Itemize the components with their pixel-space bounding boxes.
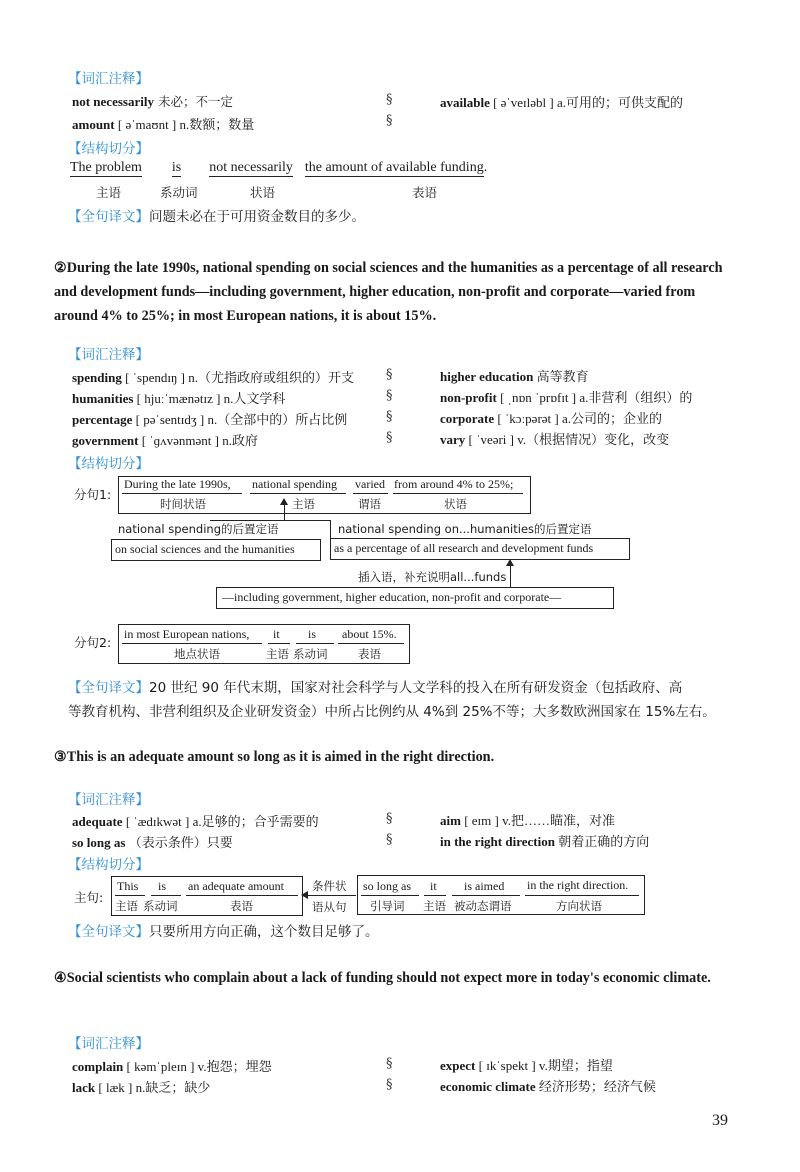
clause-label: 分句2: [74,635,112,650]
clause1-part: from around 4% to 25%; [394,477,514,491]
role-label: 表语 [412,185,438,200]
translation-3: 【全句译文】只要所用方向正确，这个数目足够了。 [68,924,379,940]
vocab-heading-1: 【词汇注释】 [68,71,149,87]
role-label: 主语 [292,497,315,511]
translation-2-cont: 等教育机构、非营利组织及企业研发资金）中所占比例约从 4%到 25%不等；大多数欧洲国家在 15%左右。 [68,704,716,720]
vocab-entry: adequate [ ˈædɪkwət ] a.足够的；合乎需要的 [72,814,319,829]
main-part: an adequate amount [188,879,284,893]
cond-label: 条件状 [312,879,347,893]
role-label: 地点状语 [174,647,220,661]
separator-icon: § [386,113,393,128]
role-label: 主语 [266,647,289,661]
clause2-part: about 15%. [342,627,397,641]
role-label: 系动词 [160,185,198,200]
vocab-entry: expect [ ɪkˈspekt ] v.期望；指望 [440,1058,613,1073]
cond-label: 语从句 [312,900,347,914]
separator-icon: § [386,1077,393,1092]
mod1-text: on social sciences and the humanities [115,542,295,556]
clause-label: 主句: [74,890,104,905]
role-label: 主语 [96,185,122,200]
role-label: 时间状语 [160,497,206,511]
sentence-3: ③This is an adequate amount so long as it is aimed in the right direction. [54,749,495,765]
vocab-entry: corporate [ ˈkɔːpərət ] a.公司的；企业的 [440,411,663,426]
separator-icon: § [386,92,393,107]
main-part: This [117,879,139,893]
role-label: 表语 [358,647,381,661]
separator-icon: § [386,811,393,826]
clause2-part: it [273,627,280,641]
vocab-entry: complain [ kəmˈpleɪn ] v.抱怨；埋怨 [72,1059,272,1074]
vocab-entry: not necessarily 未必；不一定 [72,94,233,109]
role-label: 引导词 [370,899,405,913]
role-label: 状语 [250,185,276,200]
separator-icon: § [386,430,393,445]
role-label: 系动词 [293,647,328,661]
page-number: 39 [712,1112,728,1129]
role-label: 状语 [444,497,467,511]
structure-sentence-1: The problem is not necessarily the amount of available funding. [70,160,488,175]
vocab-entry: government [ ˈɡʌvənmənt ] n.政府 [72,433,258,448]
vocab-entry: aim [ eɪm ] v.把……瞄准，对准 [440,813,616,828]
structure-heading-3: 【结构切分】 [68,857,149,873]
vocab-entry: percentage [ pəˈsentɪdʒ ] n.（全部中的）所占比例 [72,412,348,427]
role-label: 主语 [115,899,138,913]
vocab-entry: vary [ ˈveəri ] v.（根据情况）变化，改变 [440,432,670,447]
role-label: 方向状语 [556,899,602,913]
separator-icon: § [386,388,393,403]
main-part: is [158,879,167,893]
vocab-entry: available [ əˈveɪləbl ] a.可用的；可供支配的 [440,95,683,110]
separator-icon: § [386,832,393,847]
sentence-2: ②During the late 1990s, national spending on social sciences and the humanities as a percentage of all research and development funds—including government, higher education, non-profit and corporate—varied from around 4% to 25%; in most European nations, it is about 15%. [54,260,723,324]
clause2-part: is [308,627,317,641]
role-label: 被动态谓语 [454,899,512,913]
vocab-heading-2: 【词汇注释】 [68,347,149,363]
role-label: 系动词 [143,899,178,913]
vocab-entry: in the right direction 朝着正确的方向 [440,834,650,849]
sub-part: it [430,879,437,893]
vocab-entry: so long as （表示条件）只要 [72,835,233,850]
clause1-part: During the late 1990s, [124,477,231,491]
clause-label: 分句1: [74,487,112,502]
structure-heading-1: 【结构切分】 [68,141,149,157]
sentence-4: ④Social scientists who complain about a lack of funding should not expect more in today's economic climate. [54,970,711,986]
role-label: 表语 [230,899,253,913]
sub-part: so long as [363,879,411,893]
mod1-label: national spending的后置定语 [118,522,279,536]
role-label: 谓语 [358,497,381,511]
clause2-part: in most European nations, [124,627,250,641]
clause1-part: varied [355,477,385,491]
vocab-entry: non-profit [ ˌnɒn ˈprɒfɪt ] a.非营利（组织）的 [440,390,693,405]
role-label: 主语 [423,899,446,913]
vocab-entry: lack [ læk ] n.缺乏；缺少 [72,1080,211,1095]
mod2-text: as a percentage of all research and development funds [334,541,594,555]
sub-part: in the right direction. [527,878,629,892]
clause1-part: national spending [252,477,337,491]
sub-part: is aimed [464,879,505,893]
insert-text: —including government, higher education, non-profit and corporate— [222,590,562,604]
translation-1: 【全句译文】问题未必在于可用资金数目的多少。 [68,209,365,225]
separator-icon: § [386,367,393,382]
vocab-entry: humanities [ hjuːˈmænətɪz ] n.人文学科 [72,391,286,406]
insert-label: 插入语，补充说明all...funds [358,570,507,584]
translation-2: 【全句译文】20 世纪 90 年代末期，国家对社会科学与人文学科的投入在所有研发资金（包括政府、高 [68,680,683,696]
vocab-entry: higher education 高等教育 [440,369,589,384]
vocab-entry: amount [ əˈmaʊnt ] n.数额；数量 [72,117,255,132]
vocab-heading-4: 【词汇注释】 [68,1036,149,1052]
vocab-entry: spending [ ˈspendɪŋ ] n.（尤指政府或组织的）开支 [72,370,354,385]
structure-heading-2: 【结构切分】 [68,456,149,472]
mod2-label: national spending on...humanities的后置定语 [338,522,592,536]
vocab-heading-3: 【词汇注释】 [68,792,149,808]
separator-icon: § [386,409,393,424]
separator-icon: § [386,1056,393,1071]
vocab-entry: economic climate 经济形势；经济气候 [440,1079,656,1094]
